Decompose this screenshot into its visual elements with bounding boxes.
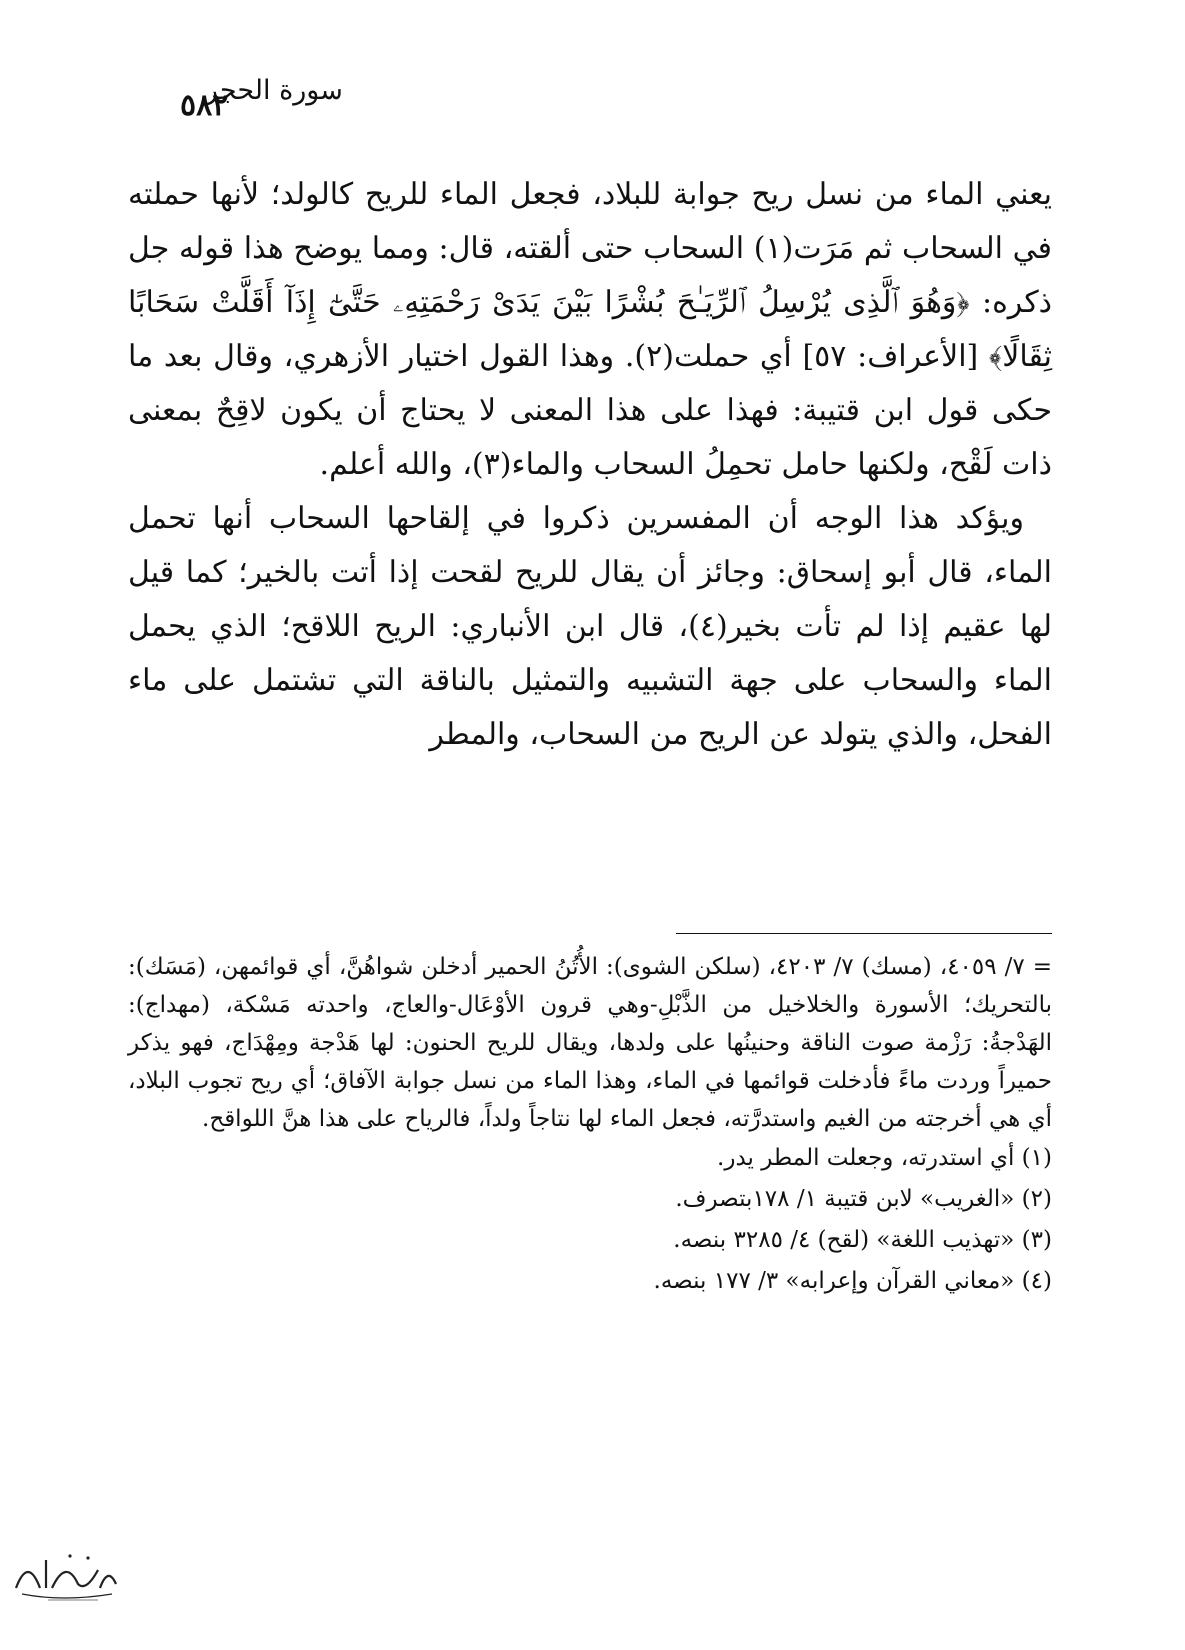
body-paragraph: يعني الماء من نسل ريح جوابة للبلاد، فجعل الماء للريح كالولد؛ لأنها حملته في السحاب ثم مَرَت(١) السحاب حتى ألقته، قال: ومما يوضح هذا قوله جل ذكره: ﴿وَهُوَ ٱلَّذِى يُرْسِلُ ٱلرِّيَـٰحَ بُشْرًا بَيْنَ يَدَىْ رَحْمَتِهِۦ حَتَّىٰٓ إِذَآ أَقَلَّتْ سَحَابًا ثِقَالًا﴾ [الأعراف: ٥٧] أي حملت(٢). وهذا القول اختيار الأزهري، وقال بعد ما حكى قول ابن قتيبة: فهذا على هذا المعنى لا يحتاج أن يكون لاقِحٌ بمعنى ذات لَقْح، ولكنها حامل تحمِلُ السحاب والماء(٣)، والله أعلم. [128,177,1053,482]
footnote-separator [676,933,1052,934]
body-paragraph: ويؤكد هذا الوجه أن المفسرين ذكروا في إلقاحها السحاب أنها تحمل الماء، قال أبو إسحاق: وجائز أن يقال للريح لقحت إذا أتت بالخير؛ كما قيل لها عقيم إذا لم تأت بخير(٤)، قال ابن الأنباري: الريح اللاقح؛ الذي يحمل الماء والسحاب على جهة التشبيه والتمثيل بالناقة التي تشتمل على ماء الفحل، والذي يتولد عن الريح من السحاب، والمطر [128,501,1052,752]
footnotes [128,948,1052,1302]
footnote-item: (٤) «معاني القرآن وإعرابه» ٣/ ١٧٧ بنصه. [653,1268,1052,1294]
footnote-item: (١) أي استدرته، وجعلت المطر يدر. [717,1145,1052,1171]
watermark-seal-icon [8,1548,123,1608]
page-number: ٥٨٢ [180,88,229,123]
footnote-continuation: = ٧/ ٤٠٥٩، (مسك) ٧/ ٤٢٠٣، (سلكن الشوى): الأُتُنُ الحمير أدخلن شواهُنَّ، أي قوائمهن، (مَسَك): بالتحريك؛ الأسورة والخلاخيل من الذَّبْلِ-وهي قرون الأوْعَال-والعاج، واحدته مَسْكة، (مهداج): الهَدْجةُ: رَزْمة صوت الناقة وحنينُها على ولدها، ويقال للريح الحنون: لها هَدْجة ومِهْدَاج، فهو يذكر حميراً وردت ماءً فأدخلت قوائمها في الماء، وهذا الماء من نسل جوابة الآفاق؛ أي ريح تجوب البلاد، أي هي أخرجته من الغيم واستدرَّته، فجعل الماء لها نتاجاً ولداً، فالرياح على هذا هنَّ اللواقح. [128,954,1053,1132]
main-text [128,168,1052,762]
running-title: سورة الحجر [205,75,343,106]
footnote-item: (٣) «تهذيب اللغة» (لقح) ٤/ ٣٢٨٥ بنصه. [673,1227,1052,1253]
footnote-item: (٢) «الغريب» لابن قتيبة ١/ ١٧٨بتصرف. [675,1186,1052,1212]
